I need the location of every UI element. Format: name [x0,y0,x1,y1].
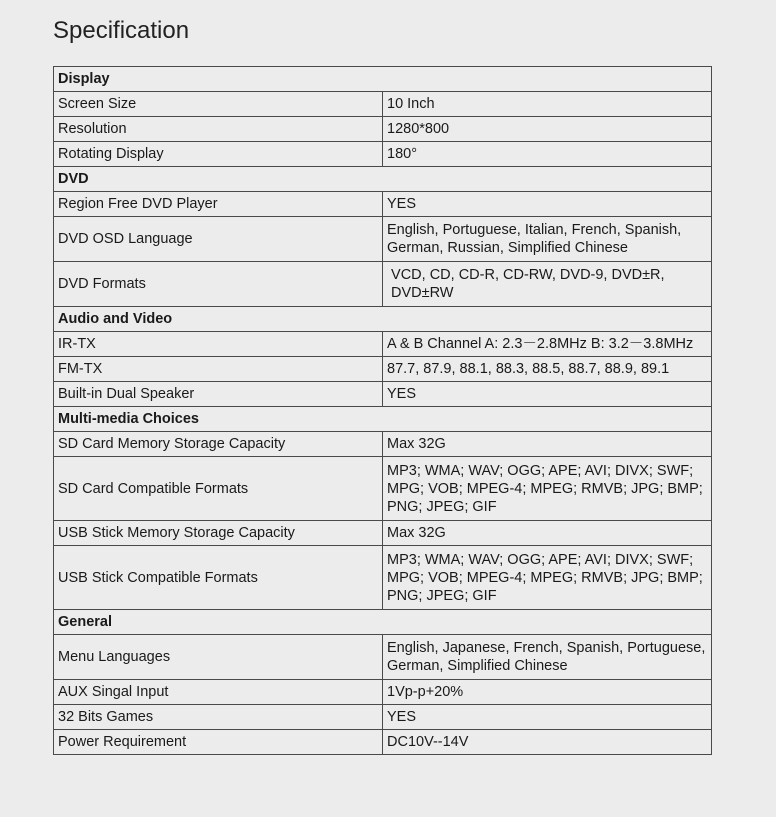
table-row [54,382,712,407]
spec-value: 1280*800 [383,117,712,142]
page-title: Specification [53,17,190,44]
table-row [54,117,712,142]
spec-value: YES [383,192,712,217]
table-row [54,432,712,457]
section-header-row [54,307,712,332]
table-row [54,192,712,217]
section-title: Display [54,67,712,92]
spec-label: 32 Bits Games [54,705,383,730]
table-row [54,635,712,680]
spec-value: VCD, CD, CD-R, CD-RW, DVD-9, DVD±R, DVD±RW [383,262,712,307]
spec-value: English, Japanese, French, Spanish, Portuguese, German, Simplified Chinese [383,635,712,680]
table-row [54,705,712,730]
spec-label: DVD OSD Language [54,217,383,262]
spec-value: 87.7, 87.9, 88.1, 88.3, 88.5, 88.7, 88.9, 89.1 [383,357,712,382]
spec-label: Built-in Dual Speaker [54,382,383,407]
spec-label: SD Card Compatible Formats [54,457,383,521]
spec-label: IR-TX [54,332,383,357]
spec-value: MP3; WMA; WAV; OGG; APE; AVI; DIVX; SWF; MPG; VOB; MPEG-4; MPEG; RMVB; JPG; BMP; PNG; JPEG; GIF [383,546,712,610]
specification-table-body [54,67,712,755]
section-title: Audio and Video [54,307,712,332]
table-row [54,546,712,610]
spec-value: MP3; WMA; WAV; OGG; APE; AVI; DIVX; SWF; MPG; VOB; MPEG-4; MPEG; RMVB; JPG; BMP; PNG; JPEG; GIF [383,457,712,521]
table-row [54,142,712,167]
spec-value: Max 32G [383,521,712,546]
section-header-row [54,610,712,635]
spec-label: Resolution [54,117,383,142]
specification-table [53,66,712,755]
spec-value: A & B Channel A: 2.3－2.8MHz B: 3.2－3.8MHz [383,332,712,357]
section-title: DVD [54,167,712,192]
table-row [54,457,712,521]
spec-label: Power Requirement [54,730,383,755]
spec-label: Screen Size [54,92,383,117]
spec-label: SD Card Memory Storage Capacity [54,432,383,457]
spec-value: YES [383,705,712,730]
table-row [54,262,712,307]
spec-value: DC10V--14V [383,730,712,755]
section-title: General [54,610,712,635]
section-title: Multi-media Choices [54,407,712,432]
spec-label: Region Free DVD Player [54,192,383,217]
spec-label: Rotating Display [54,142,383,167]
spec-value: 1Vp-p+20% [383,680,712,705]
table-row [54,92,712,117]
section-header-row [54,167,712,192]
table-row [54,217,712,262]
spec-value: YES [383,382,712,407]
spec-value: 10 Inch [383,92,712,117]
section-header-row [54,407,712,432]
table-row [54,521,712,546]
section-header-row [54,67,712,92]
spec-value: Max 32G [383,432,712,457]
spec-label: USB Stick Memory Storage Capacity [54,521,383,546]
spec-label: DVD Formats [54,262,383,307]
spec-value: English, Portuguese, Italian, French, Spanish, German, Russian, Simplified Chinese [383,217,712,262]
table-row [54,332,712,357]
spec-label: USB Stick Compatible Formats [54,546,383,610]
spec-label: AUX Singal Input [54,680,383,705]
table-row [54,730,712,755]
spec-label: FM-TX [54,357,383,382]
table-row [54,680,712,705]
spec-value: 180° [383,142,712,167]
table-row [54,357,712,382]
spec-label: Menu Languages [54,635,383,680]
